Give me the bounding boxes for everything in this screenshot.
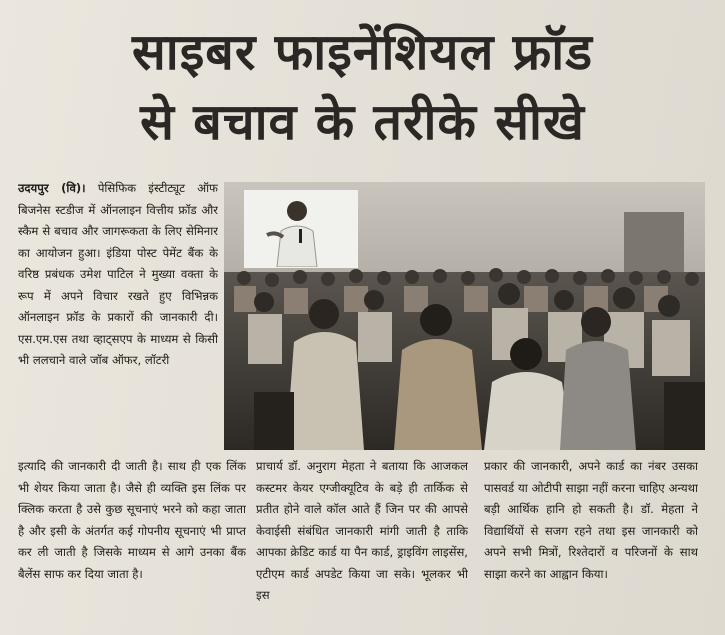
article-text-left-top: पेसिफिक इंस्टीट्यूट ऑफ बिजनेस स्टडीज में ऑनलाइन वित्तीय फ्रॉड और स्कैम से बचाव और जागरूकता के लिए सेमिनार का आयोजन हुआ। इंडिया पोस्ट पेमेंट बैंक के वरिष्ठ प्रबंधक उमेश पाटिल ने मुख्या वक्ता के रूप में अपने विचार रखते हुए विभिन्नक ऑनलाइन फ्रॉड के प्रकारों की जानकारी दी। एस.एम.एस तथा व्हाट्सएप के माध्यम से किसी भी ललचाने वाले जॉब ऑफर, लॉटरी	[18, 181, 218, 367]
dateline: उदयपुर (वि)।	[18, 181, 86, 195]
article-column-middle	[256, 456, 468, 626]
headline-line-1: साइबर फाइनेंशियल फ्रॉड	[131, 23, 593, 81]
headline-line-2: से बचाव के तरीके सीखे	[140, 93, 585, 151]
article-column-left-top	[18, 178, 218, 453]
article-text-left-bottom: इत्यादि की जानकारी दी जाती है। साथ ही एक लिंक भी शेयर किया जाता है। जैसे ही व्यक्ति इस लिंक पर क्लिक करता है उसे कुछ सूचनाएं भरने को कहा जाता है और इसी के अंतर्गत कई गोपनीय सूचनाएं भी प्राप्त कर ली जाती है जिसके माध्यम से आगे उनका बैंक बैलेंस साफ कर दिया जाता है।	[18, 459, 246, 581]
article-column-right	[484, 456, 698, 626]
speaker-illustration	[245, 191, 357, 267]
article-text-right: प्रकार की जानकारी, अपने कार्ड का नंबर उसका पासवर्ड या ओटीपी साझा नहीं करना चाहिए अन्यथा बड़ी आर्थिक हानि हो सकती है। डॉ. मेहता ने विद्यार्थियों से सजग रहने तथा इस जानकारी को अपने सभी मित्रों, रिश्तेदारों व परिजनों के साथ साझा करने का आह्वान किया।	[484, 459, 698, 581]
speaker-inset-photo	[244, 190, 358, 268]
article-column-left-bottom	[18, 456, 246, 626]
article-text-middle: प्राचार्य डॉ. अनुराग मेहता ने बताया कि आजकल कस्टमर केयर एग्जीक्यूटिव के बड़े ही तार्किक से प्रतीत होने वाले कॉल आते हैं जिन पर की आपसे केवाईसी संबंधित जानकारी मांगी जाती है ताकि आपका क्रेडिट कार्ड या पैन कार्ड, ड्राइविंग लाइसेंस, एटीएम कार्ड अपडेट किया जा सके। भूलकर भी इस	[256, 459, 468, 602]
